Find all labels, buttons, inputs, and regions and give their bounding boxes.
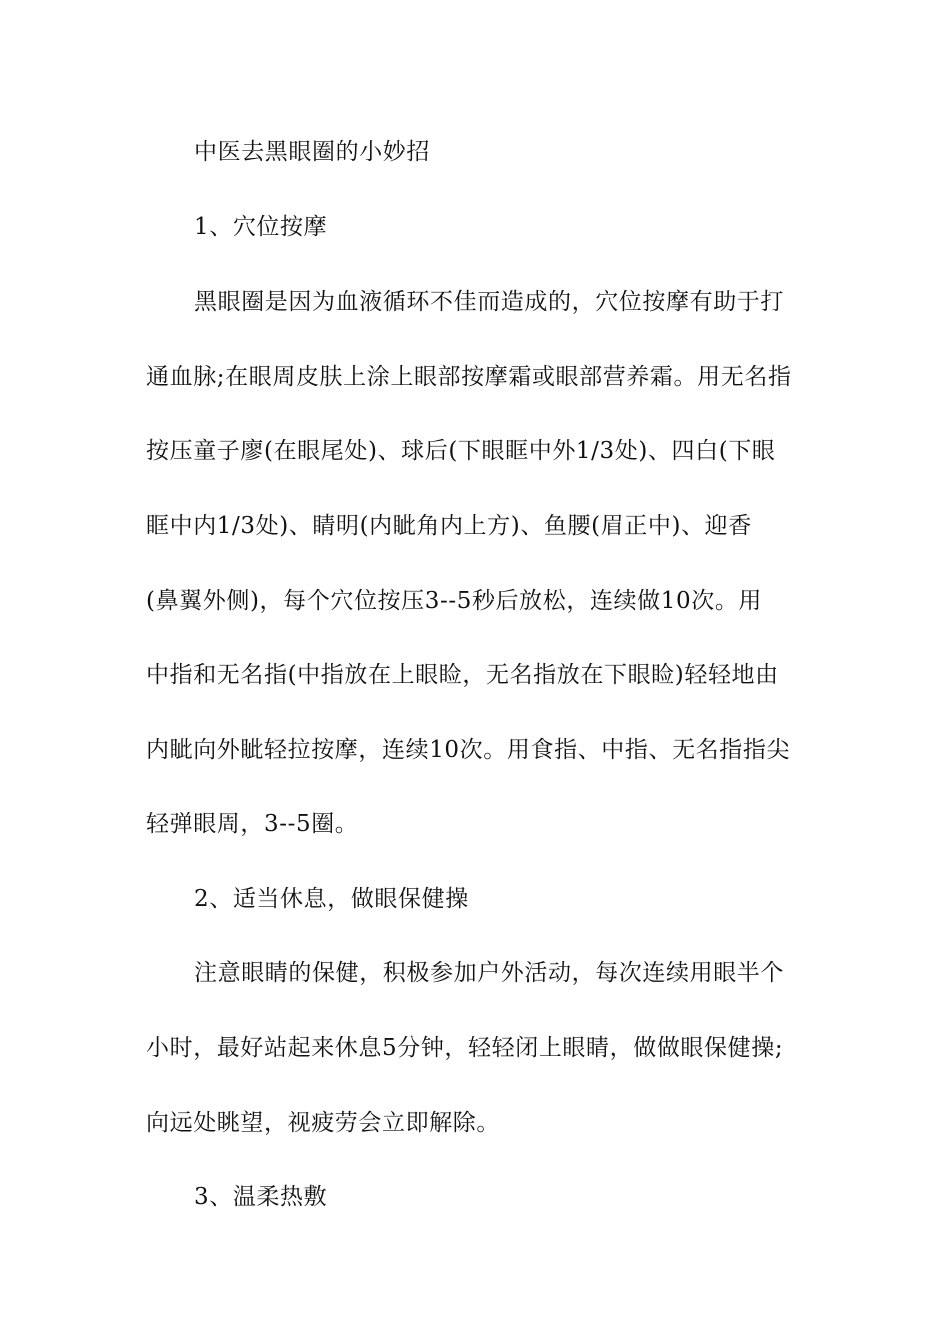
section-heading-warm-compress: 3、温柔热敷 [194, 1184, 328, 1210]
paragraph-line: 眶中内1/3处)、睛明(内眦角内上方)、鱼腰(眉正中)、迎香 [146, 513, 752, 539]
section-heading-rest: 2、适当休息，做眼保健操 [194, 886, 469, 912]
document-title: 中医去黑眼圈的小妙招 [194, 139, 430, 165]
paragraph-line: 按压童子廖(在眼尾处)、球后(下眼眶中外1/3处)、四白(下眼 [146, 438, 776, 464]
paragraph-line: 内眦向外眦轻拉按摩，连续10次。用食指、中指、无名指指尖 [146, 737, 791, 763]
paragraph-line: 通血脉;在眼周皮肤上涂上眼部按摩霜或眼部营养霜。用无名指 [146, 364, 792, 390]
paragraph-line: 小时，最好站起来休息5分钟，轻轻闭上眼睛，做做眼保健操; [146, 1035, 784, 1061]
paragraph-line: 向远处眺望，视疲劳会立即解除。 [146, 1110, 500, 1136]
paragraph-line: 注意眼睛的保健，积极参加户外活动，每次连续用眼半个 [194, 960, 784, 986]
section-heading-acupressure: 1、穴位按摩 [194, 214, 328, 240]
paragraph-line: 中指和无名指(中指放在上眼睑，无名指放在下眼睑)轻轻地由 [146, 662, 779, 688]
paragraph-line: (鼻翼外侧)，每个穴位按压3--5秒后放松，连续做10次。用 [146, 588, 763, 614]
paragraph-line: 黑眼圈是因为血液循环不佳而造成的，穴位按摩有助于打 [194, 289, 784, 315]
paragraph-line: 轻弹眼周，3--5圈。 [146, 811, 359, 837]
